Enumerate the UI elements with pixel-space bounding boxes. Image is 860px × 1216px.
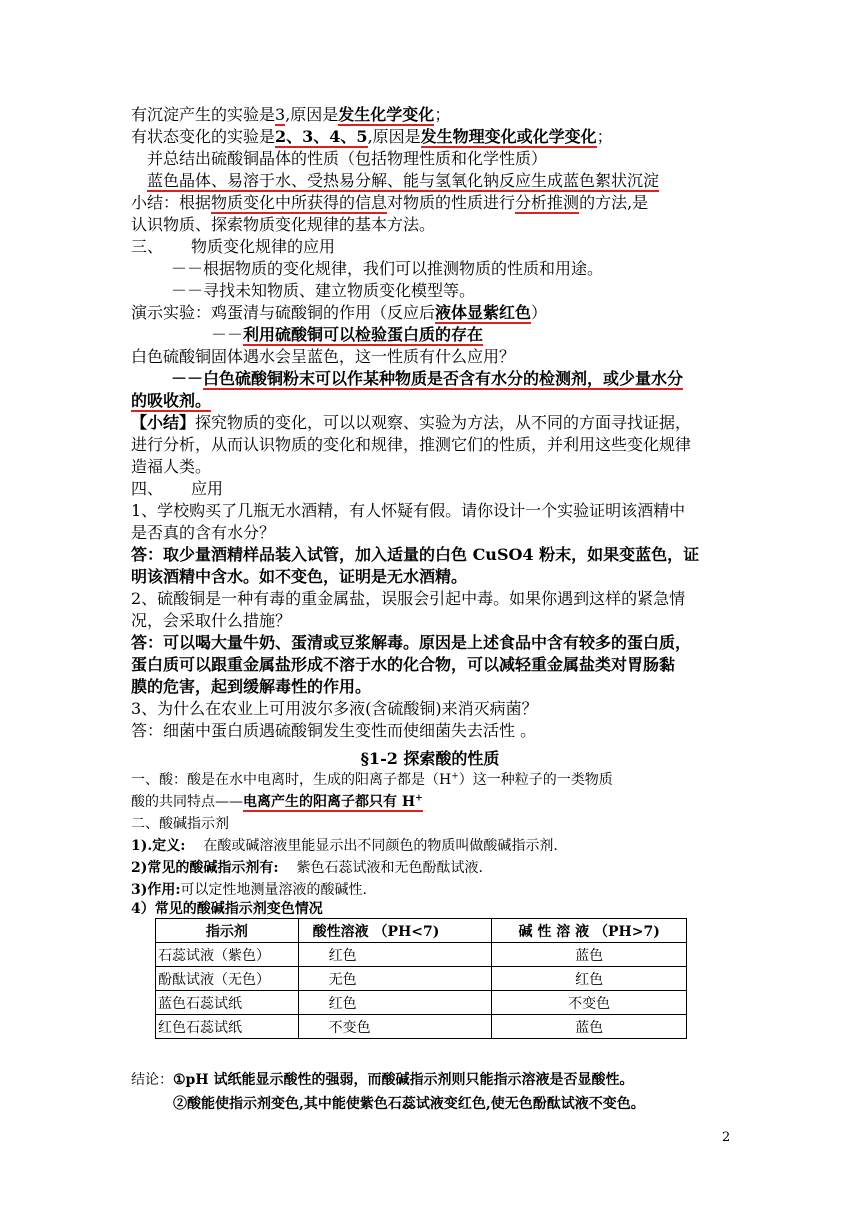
- section-heading-3: [131, 236, 335, 258]
- text: 演示实验：鸡蛋清与硫酸铜的作用（反应后: [131, 303, 436, 322]
- text: ①pH 试纸能显示酸性的强弱，而酸碱指示剂则只能指示溶液是否显酸性。: [173, 1072, 634, 1088]
- table-cell: 红色石蕊试纸: [156, 1015, 299, 1039]
- section-title: 物质变化规律的应用: [191, 237, 336, 256]
- line-demo-experiment: [131, 302, 547, 324]
- line-application-2: －－寻找未知物质、建立物质变化模型等。: [171, 281, 476, 300]
- line-acid-definition: [131, 770, 613, 790]
- question-2-cont: 况，会采取什么措施？: [131, 611, 292, 630]
- underlined-answer: [243, 794, 423, 812]
- line-summary-box: [131, 412, 691, 434]
- underlined-answer: 发生化学变化: [338, 105, 435, 124]
- line-detect-protein: [211, 324, 483, 346]
- line-conclusion-cont: 认识物质、探索物质变化规律的基本方法。: [131, 215, 436, 234]
- line-copper-sulfate-properties: [147, 170, 659, 192]
- answer-2-cont: 蛋白质可以跟重金属盐形成不溶于水的化合物，可以减轻重金属盐类对胃肠黏: [131, 655, 676, 674]
- text: －－: [211, 325, 244, 344]
- text: ；: [434, 105, 451, 124]
- underlined-answer: 的吸收剂。: [131, 391, 212, 410]
- text: 探究物质的变化，可以以观察、实验为方法，从不同的方面寻找证据，: [195, 413, 692, 432]
- text: 有状态变化的实验是: [131, 127, 276, 146]
- section-title-acid: §1-2 探索酸的性质: [360, 749, 500, 768]
- line-answer-white-cuso4-cont: [131, 390, 211, 412]
- text: 在酸或碱溶液里能显示出不同颜色的物质叫做酸碱指示剂.: [203, 838, 558, 854]
- table-cell: 不变色: [298, 1015, 492, 1039]
- question-3: 3、为什么在农业上可用波尔多液(含硫酸铜)来消灭病菌？: [131, 699, 538, 718]
- label: 1).定义:: [131, 838, 186, 854]
- underlined-answer: 2、3、4、5: [275, 127, 368, 146]
- table-row: [156, 943, 687, 967]
- table-cell: 蓝色石蕊试纸: [156, 991, 299, 1015]
- line-indicator-definition: [131, 836, 558, 856]
- table-header-row: [156, 919, 687, 943]
- superscript: +: [415, 793, 423, 804]
- underlined-answer: 物质变化中所获得的信息: [211, 193, 388, 212]
- text: 紫色石蕊试液和无色酚酞试液.: [296, 860, 483, 876]
- text: 有沉淀产生的实验是: [131, 105, 276, 124]
- line-indicator-use: [131, 880, 367, 900]
- table-cell: 石蕊试液（紫色）: [156, 943, 299, 967]
- question-2: 2、硫酸铜是一种有毒的重金属盐，误服会引起中毒。如果你遇到这样的紧急情: [131, 589, 686, 608]
- label: 2)常见的酸碱指示剂有:: [131, 860, 279, 876]
- line-acid-common: [131, 792, 423, 812]
- text: ,原因是: [285, 105, 339, 124]
- table-row: [156, 967, 687, 991]
- underlined-answer: 利用硫酸铜可以检验蛋白质的存在: [243, 325, 484, 344]
- table-header: 指示剂: [156, 919, 299, 943]
- line-common-indicators: [131, 858, 483, 878]
- line-indicator-heading: 二、酸碱指示剂: [131, 816, 229, 832]
- line-summary-cont: 进行分析，从而认识物质的变化和规律，推测它们的性质，并利用这些变化规律: [131, 435, 692, 454]
- table-cell: 酚酞试液（无色）: [156, 967, 299, 991]
- answer-1-cont: 明该酒精中含水。如不变色，证明是无水酒精。: [131, 567, 468, 586]
- underlined-answer: 分析推测: [515, 193, 580, 212]
- answer-3: 答：细菌中蛋白质遇硫酸铜发生变性而使细菌失去活性 。: [131, 721, 537, 740]
- line-summary-prompt: 并总结出硫酸铜晶体的性质（包括物理性质和化学性质）: [147, 149, 548, 168]
- table-header: 碱 性 溶 液 （PH>7): [492, 919, 687, 943]
- line-application-1: －－根据物质的变化规律，我们可以推测物质的性质和用途。: [171, 259, 604, 278]
- text: 的方法,是: [579, 193, 649, 212]
- superscript: +: [451, 771, 459, 782]
- text: ）: [531, 303, 548, 322]
- text: 酸的共同特点——: [131, 794, 243, 810]
- line-conclusion-1: [131, 1070, 633, 1090]
- table-row: [156, 991, 687, 1015]
- line-state-change: [131, 126, 613, 148]
- underlined-answer: 3: [275, 105, 286, 124]
- line-precipitate: [131, 104, 450, 126]
- underlined-answer: 液体显紫红色: [435, 303, 532, 322]
- section-title: 应用: [191, 479, 224, 498]
- text: 可以定性地测量溶液的酸碱性.: [180, 882, 367, 898]
- answer-2: 答：可以喝大量牛奶、蛋清或豆浆解毒。原因是上述食品中含有较多的蛋白质，: [131, 633, 692, 652]
- table-cell: 红色: [298, 991, 492, 1015]
- section-number: 四、: [131, 479, 164, 498]
- underlined-answer: 白色硫酸铜粉末可以作某种物质是否含有水分的检测剂，或少量水分: [203, 369, 684, 388]
- underlined-answer: 发生物理变化或化学变化: [420, 127, 597, 146]
- section-number: 三、: [131, 237, 164, 256]
- label: 3)作用:: [131, 882, 181, 898]
- text: ,原因是: [367, 127, 421, 146]
- table-row: [156, 1015, 687, 1039]
- summary-label: 【小结】: [131, 413, 196, 432]
- line-answer-white-cuso4: [171, 368, 683, 390]
- line-conclusion-2: ②酸能使指示剂变色,其中能使紫色石蕊试液变红色,使无色酚酞试液不变色。: [173, 1096, 645, 1112]
- answer-2-end: 膜的危害，起到缓解毒性的作用。: [131, 677, 372, 696]
- text: 对物质的性质进行: [387, 193, 516, 212]
- table-title: 4）常见的酸碱指示剂变色情况: [131, 901, 323, 917]
- indicator-color-table: [155, 918, 687, 1039]
- table-header: 酸性溶液 （PH<7): [298, 919, 492, 943]
- table-cell: 不变色: [492, 991, 687, 1015]
- text: 电离产生的阳离子都只有 H: [243, 794, 416, 810]
- line-question-white-cuso4: 白色硫酸铜固体遇水会呈蓝色，这一性质有什么应用？: [131, 347, 516, 366]
- question-1-cont: 是否真的含有水分？: [131, 523, 276, 542]
- section-heading-4: [131, 478, 223, 500]
- question-1: 1、学校购买了几瓶无水酒精，有人怀疑有假。请你设计一个实验证明该酒精中: [131, 501, 686, 520]
- table-cell: 无色: [298, 967, 492, 991]
- text: 一、酸：酸是在水中电离时，生成的阳离子都是（H: [131, 772, 452, 788]
- table-cell: 蓝色: [492, 1015, 687, 1039]
- text: ；: [596, 127, 613, 146]
- line-conclusion: [131, 192, 648, 214]
- label: 结论：: [131, 1072, 173, 1088]
- table-cell: 红色: [492, 967, 687, 991]
- table-cell: 蓝色: [492, 943, 687, 967]
- text: 小结：根据: [131, 193, 212, 212]
- page-number: 2: [722, 1130, 731, 1145]
- line-summary-end: 造福人类。: [131, 457, 212, 476]
- answer-1: 答：取少量酒精样品装入试管，加入适量的白色 CuSO4 粉末，如果变蓝色，证: [131, 545, 700, 564]
- text: －－: [171, 369, 204, 388]
- text: ）这一种粒子的一类物质: [458, 772, 613, 788]
- underlined-answer: 蓝色晶体、易溶于水、受热易分解、能与氢氧化钠反应生成蓝色絮状沉淀: [147, 171, 660, 190]
- table-cell: 红色: [298, 943, 492, 967]
